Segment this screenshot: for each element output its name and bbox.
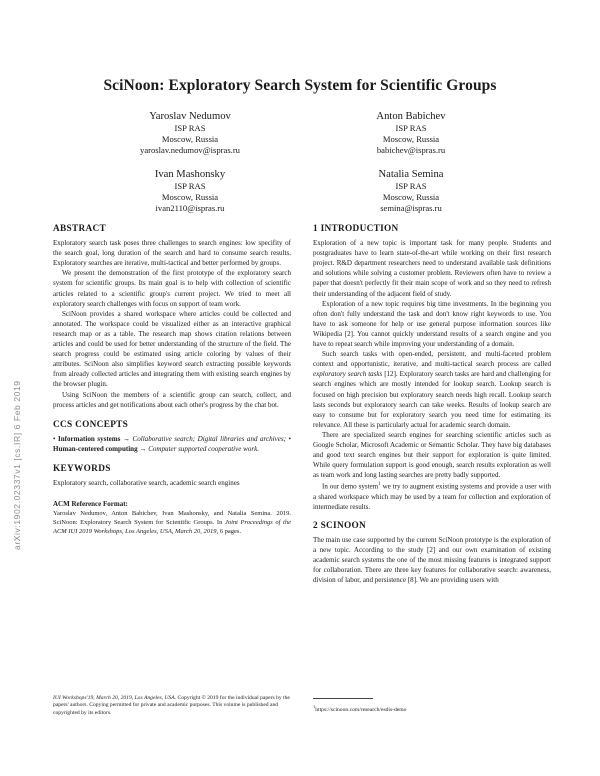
ccs-bullet: •	[285, 434, 291, 443]
author-email: semina@ispras.ru	[380, 203, 442, 214]
author-name: Yaroslav Nedumov	[149, 111, 231, 122]
author-name: Anton Babichev	[376, 111, 446, 122]
body-paragraph: The main use case supported by the current SciNoon prototype is the exploration of a new topic. According to the study [2] and our own examination of existing academic search systems the one of the most missing features is integrated support for collaboration. There are three key features for collaborative search: awareness, division of labor, and persistence [8]. We are providing users with	[313, 536, 551, 585]
ccs-subterms: Computer supported cooperative work.	[148, 444, 259, 453]
author-location: Moscow, Russia	[161, 192, 219, 203]
author-name: Natalia Semina	[378, 169, 444, 180]
author-name: Ivan Mashonsky	[154, 169, 226, 180]
author-block	[100, 110, 280, 157]
left-column	[53, 224, 291, 536]
author-location: Moscow, Russia	[382, 134, 440, 145]
footnote-link[interactable]: https://scinoon.com/research/esdis-demo	[315, 706, 407, 713]
ccs-bullet: •	[53, 434, 58, 443]
acm-reference-text: Yaroslav Nedumov, Anton Babichev, Ivan Mashonsky, and Natalia Semina. 2019. SciNoon: Exploratory Search System for Scientific Groups. In Joint Proceedings of the ACM IUI 2019 Workshops, Los Angeles, USA, March 20, 2019, 6 pages.	[53, 510, 291, 536]
abstract-paragraph: SciNoon provides a shared workspace where articles could be collected and annotated. The workspace could be visualized either as an interactive graphical research map or as a table. The research map shows citation relations between articles and could be used for better understanding of the structure of the field. The search progress could be estimated using article coloring by values of their attributes. SciNoon also simplifies keyword search extracting possible keywords from already collected articles and integrating them with existing search engines by the browser plugin.	[53, 309, 291, 389]
ccs-arrow: →	[120, 434, 133, 443]
author-block	[321, 168, 501, 215]
author-block	[100, 168, 280, 215]
abstract-paragraph: Using SciNoon the members of a scientific group can search, collect, and process articles and get notifications about each other's progress by the chat bot.	[53, 390, 291, 409]
author-email: yaroslav.nedumov@ispras.ru	[140, 145, 240, 156]
ccs-term: Human-centered computing	[53, 444, 138, 453]
author-email: ivan2110@ispras.ru	[155, 203, 225, 214]
ccs-term: Information systems	[58, 434, 121, 443]
keywords-heading: KEYWORDS	[53, 463, 111, 474]
acm-reference	[53, 500, 291, 536]
arxiv-stamp: arXiv:1902.02337v1 [cs.IR] 6 Feb 2019	[12, 380, 22, 550]
author-org: ISP RAS	[174, 123, 206, 133]
footnote: $^1$https://scinoon.com/research/esdis-demo	[313, 704, 407, 713]
abstract-paragraph: We present the demonstration of the first prototype of the exploratory search system for scientific groups. Its main goal is to help with collection of scientific articles related to a scientific group's current project. We tried to meet all exploratory search challenges with focus on support of team work.	[53, 269, 291, 308]
author-email: babichev@ispras.ru	[376, 145, 446, 156]
author-block	[321, 110, 501, 157]
author-location: Moscow, Russia	[382, 192, 440, 203]
author-org: ISP RAS	[395, 181, 427, 191]
author-org: ISP RAS	[174, 181, 206, 191]
footnote-rule	[313, 698, 373, 699]
footer-venue: IUI Workshops'19, March 20, 2019, Los Angeles, USA	[53, 695, 175, 701]
paper-title: SciNoon: Exploratory Search System for Scientific Groups	[103, 77, 497, 94]
body-paragraph: Exploration of a new topic is important task for many people. Students and postgraduates have to learn state-of-the-art while working on their first research project. R&D department researchers need to understand available task definitions and solutions while solving a customer problem. Reviewers often have to review a paper that doesn't perfectly fit their main scope of work and so they need to refresh their understanding of the adjacent field of study.	[313, 239, 551, 298]
right-column	[313, 224, 551, 586]
ccs-concepts	[53, 434, 291, 454]
section-heading: 2 SCINOON	[313, 520, 367, 531]
footer-copyright	[53, 695, 291, 717]
body-paragraph: Exploration of a new topic requires big time investments. In the beginning you often don't fully understand the task and don't know right keywords to use. You have to ask someone for help or use general purpose information sources like Wikipedia [2]. You cannot quickly understand results of a search engine and you have to repeat search while improving your understanding of a domain.	[313, 299, 551, 349]
ccs-subterms: Collaborative search; Digital libraries and archives;	[132, 434, 286, 443]
footer-copyright-text: . Copyright © 2019 for the individual papers by the papers' authors. Copying permitted for private and academic purposes. This volume is published and copyrighted by its editors.	[53, 695, 290, 716]
body-paragraph: In our demo system$^1$ we try to augment existing systems and provide a user with a shared workspace which may be used by a team for collection and exploration of intermediate results.	[313, 482, 551, 511]
author-location: Moscow, Russia	[161, 134, 219, 145]
abstract-paragraph: Exploratory search task poses three challenges to search engines: low specifity of the search goal, long duration of the search and hard to consume search results. Exploratory searches are iterative, multi-tactical and better performed by groups.	[53, 239, 291, 268]
body-paragraph: There are specialized search engines for searching scientific articles such as Google Scholar, Microsoft Academic or Semantic Scholar. They have big databases and good text search engines but their support for exploration is quite limited. While query formulation support is good enough, search results exploration as well as team work and long lasting searches are pretty badly supported.	[313, 430, 551, 480]
section-heading: 1 INTRODUCTION	[313, 224, 399, 234]
ccs-arrow: →	[137, 444, 149, 453]
abstract-heading: ABSTRACT	[53, 224, 107, 234]
ccs-heading: CCS CONCEPTS	[53, 419, 129, 430]
author-org: ISP RAS	[395, 123, 427, 133]
footnote-marker: 1	[378, 482, 381, 488]
acm-reference-heading: ACM Reference Format:	[53, 500, 128, 509]
keywords-text: Exploratory search, collaborative search, academic search engines	[53, 479, 240, 488]
body-paragraph: Such search tasks with open-ended, persistent, and multi-faceted problem context and opportunistic, iterative, and multi-tactical search process are called exploratory search tasks [12]. Exploratory search tasks are hard and challenging for search engines which are mostly intended for lookup search. Lookup search is focused on high precision but exploratory search needs high recall. Lookup search lasts seconds but exploratory search can take weeks. Results of lookup search are easy to consume but for exploratory search you need time for estimating its relevance. All these is particularly actual for academic search domain.	[313, 350, 551, 429]
